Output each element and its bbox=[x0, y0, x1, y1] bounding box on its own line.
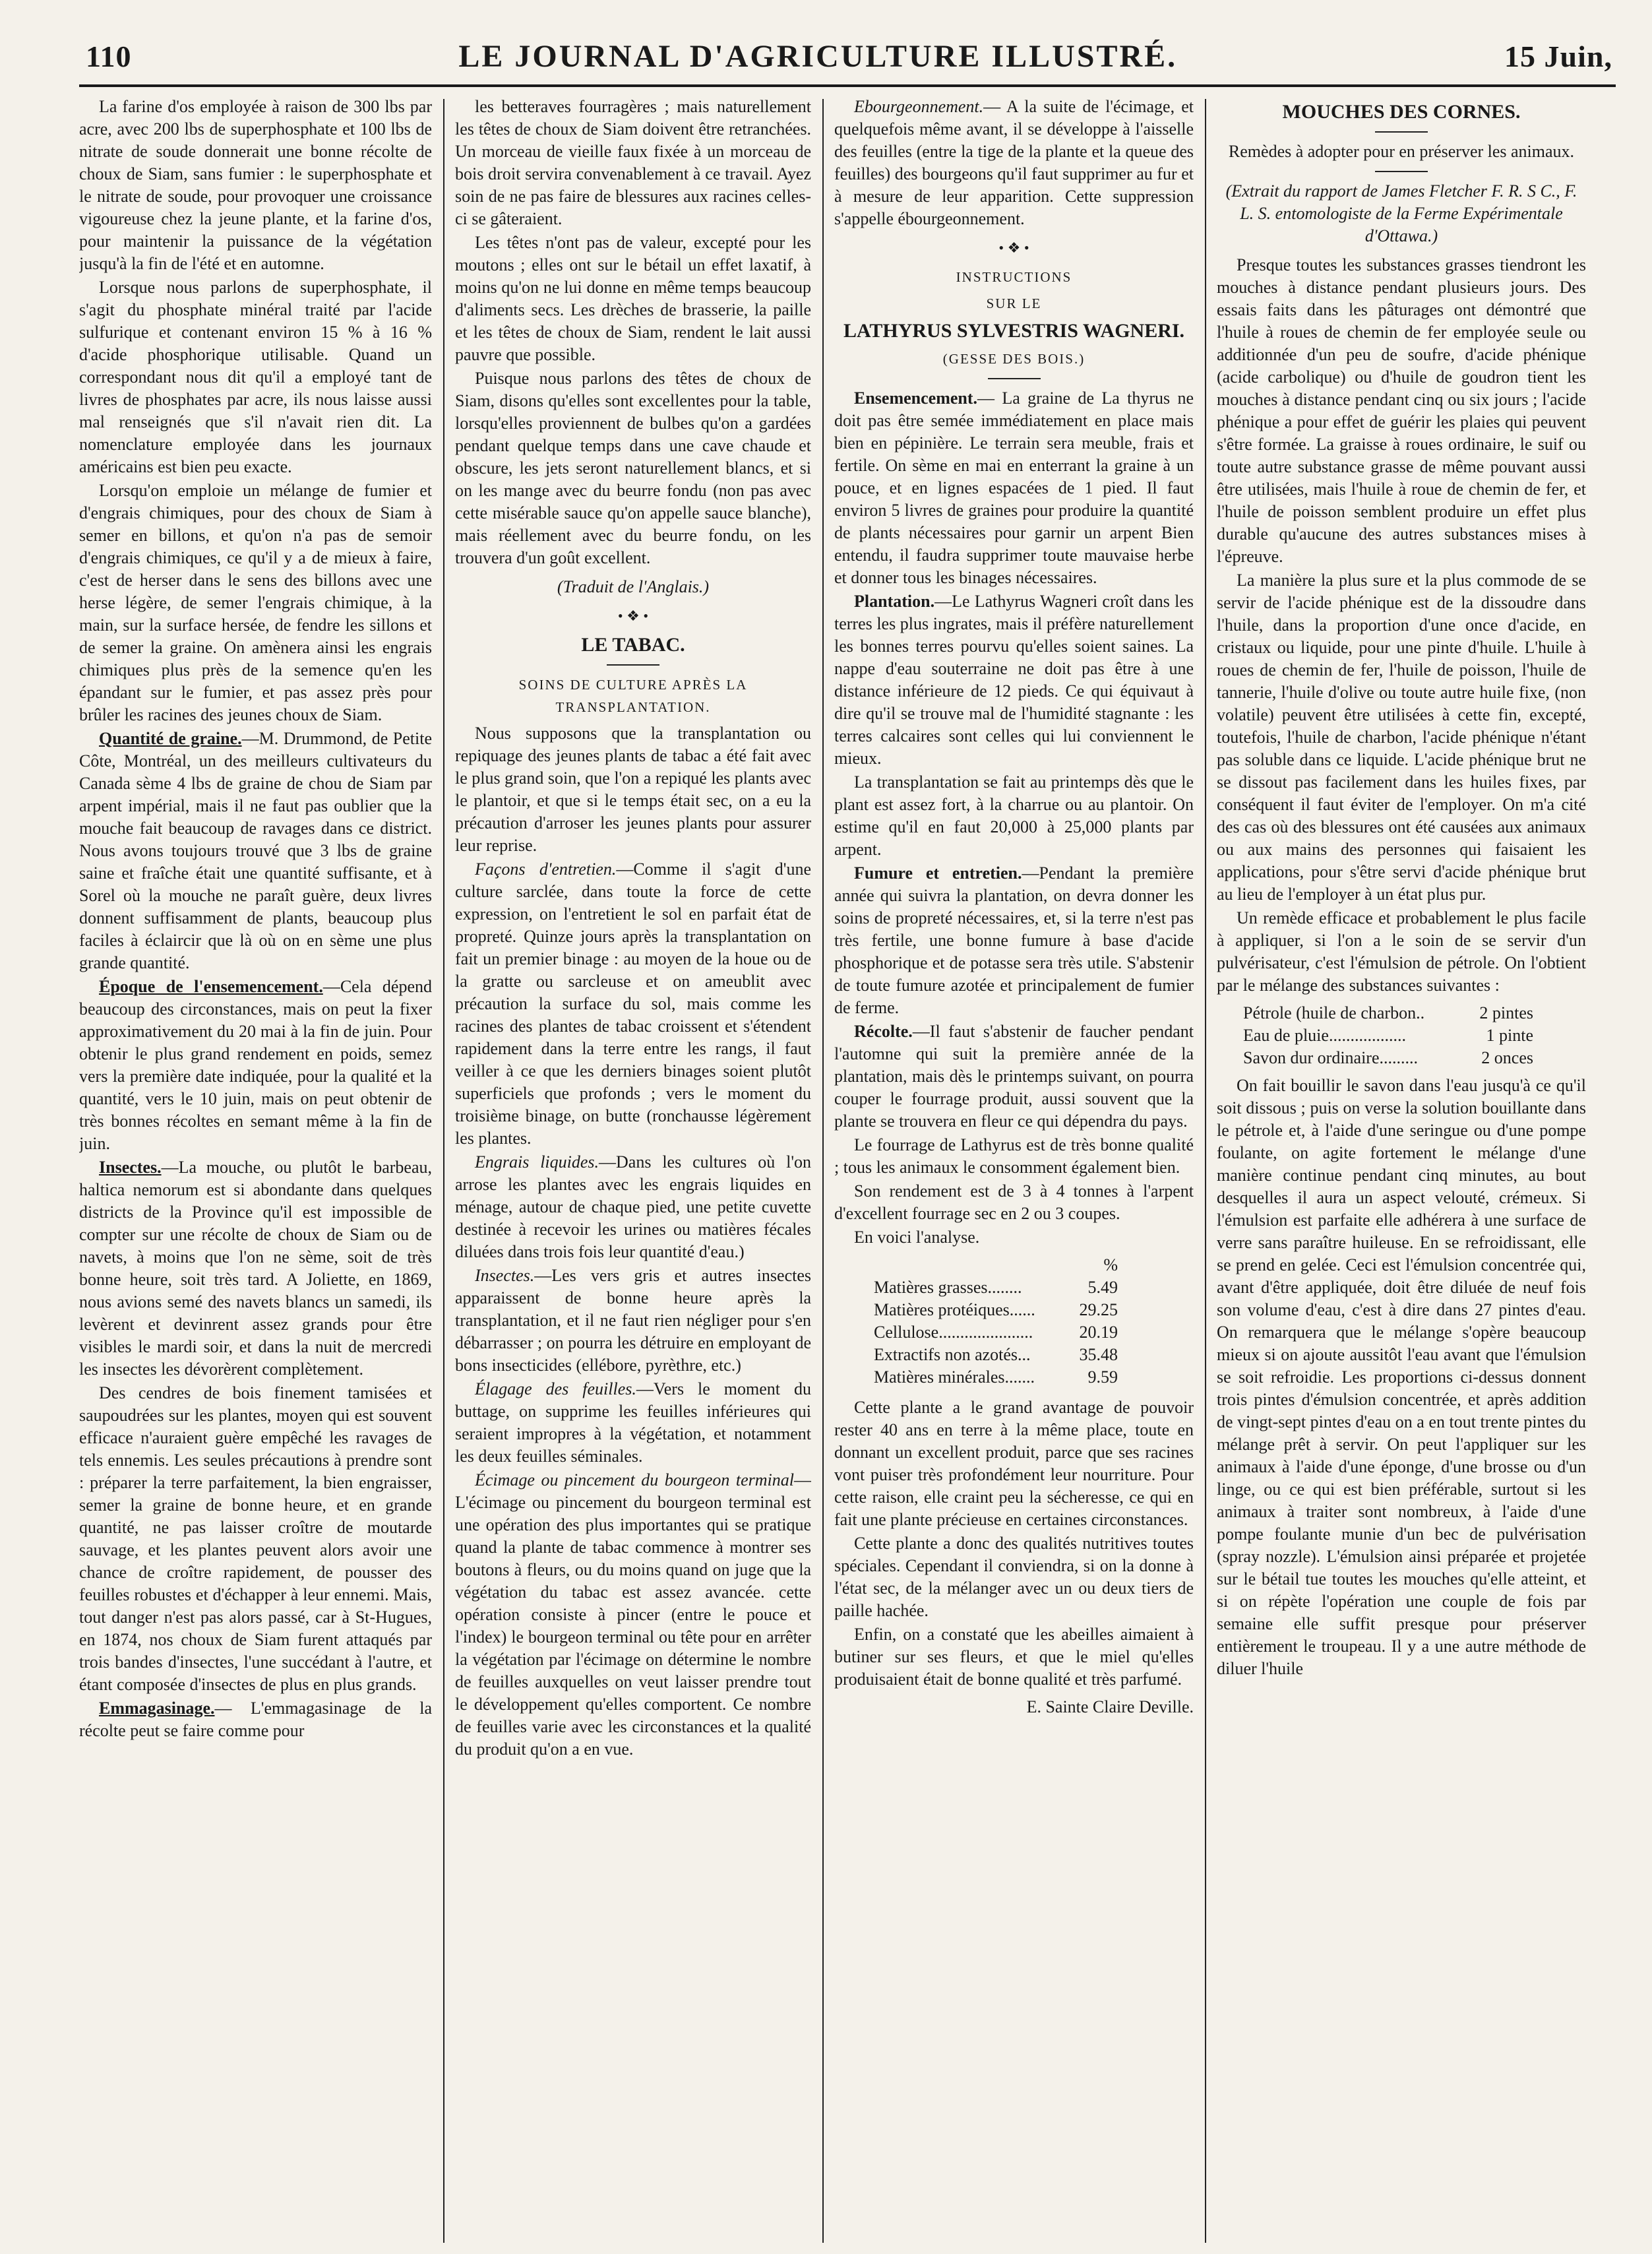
paragraph-body: — La graine de La thyrus ne doit pas être semée immédiatement en place mais bien en pépinière. Le terrain sera meuble, frais et fertile. On sème en mai en enterrant la graine à un pouce, et en lignes espacées de 1 pied. Il faut environ 5 livres de graines pour produire la quantité de plants nécessaires pour garnir un arpent Bien entendu, il faudra supprimer toute mauvaise herbe et donner tous les binages nécessaires. bbox=[834, 389, 1194, 587]
paragraph-lead: Insectes. bbox=[99, 1158, 162, 1177]
paragraph bbox=[455, 1378, 811, 1468]
paragraph-body: —Dans les cultures où l'on arrose les plantes avec les engrais liquides en ménage, autour de chaque pied, une petite cuvette destinée à recevoir les urines ou matières fécales diluées dans trois fois leur quantité d'eau.) bbox=[455, 1152, 811, 1261]
paragraph-lead: Écimage ou pincement du bourgeon terminal bbox=[475, 1470, 794, 1489]
paragraph-body: —Les vers gris et autres insectes apparaissent de bonne heure après la transplantation, et il ne faut rien négliger pour s'en débarrasser ; on pourra les détruire en employant de bons insecticides (ellébore, pyrèthre, etc.) bbox=[455, 1266, 811, 1375]
paragraph-lead: Ebourgeonnement. bbox=[854, 97, 984, 116]
recipe-label: Eau de pluie.................. bbox=[1243, 1026, 1406, 1045]
paragraph: Cette plante a le grand avantage de pouvoir rester 40 ans en terre à la même place, toute en donnant un excellent produit, parce que ses racines vont puiser très profondément leur nourriture. Pour cette raison, elle craint peu la sécheresse, ce qui en fait une plante précieuse en certaines circonstances. bbox=[834, 1398, 1194, 1529]
analysis-row bbox=[874, 1276, 1118, 1299]
paragraph-body: —Cela dépend beaucoup des circonstances, mais on peut la fixer approximativement du 20 mai à la fin de juin. Pour obtenir le plus grand rendement en poids, semez vers la première date indiquée, pour la qualité et la quantité, vers le 10 juin, mais on peut obtenir de très bonnes récoltes en semant même à la fin de juin. bbox=[79, 977, 432, 1153]
paragraph: Son rendement est de 3 à 4 tonnes à l'arpent d'excellent fourrage sec en 2 ou 3 coupes. bbox=[834, 1181, 1194, 1223]
analysis-label: Matières protéiques...... bbox=[874, 1300, 1035, 1319]
paragraph bbox=[79, 976, 432, 1155]
paragraph bbox=[455, 1469, 811, 1761]
recipe-value: 2 pintes bbox=[1479, 1003, 1533, 1022]
paragraph bbox=[79, 1697, 432, 1742]
section-subtitle: (GESSE DES BOIS.) bbox=[942, 351, 1086, 367]
paragraph: Le fourrage de Lathyrus est de très bonne qualité ; tous les animaux le consomment également bien. bbox=[834, 1135, 1194, 1177]
column-3 bbox=[834, 96, 1194, 2239]
paragraph: les betteraves fourragères ; mais naturellement les têtes de choux de Siam doivent être retranchées. Un morceau de vieille faux fixée à un morceau de bois droit servira convenablement à ce travail. Ayez soin de ne pas faire de blessures aux racines celles-ci se gâteraient. bbox=[455, 97, 811, 228]
paragraph bbox=[834, 387, 1194, 589]
source-note: (Extrait du rapport de James Fletcher F. R. S C., F. L. S. entomologiste de la Ferme Expérimentale d'Ottawa.) bbox=[1225, 181, 1577, 245]
paragraph-body: —Vers le moment du buttage, on supprime les feuilles inférieures qui seraient impropres à la végétation, et notamment les deux feuilles séminales. bbox=[455, 1379, 811, 1466]
analysis-value: 20.19 bbox=[1079, 1323, 1118, 1342]
short-rule bbox=[988, 378, 1041, 379]
paragraph: La farine d'os employée à raison de 300 lbs par acre, avec 200 lbs de superphosphate et 100 lbs de nitrate de soude donnerait une bonne récolte de choux de Siam, sans fumier : le superphosphate et le nitrate de soude, pour provoquer une croissance vigoureuse chez la jeune plante, et la farine d'os, pour maintenir la puissance de la végétation jusqu'à la fin de l'été et en automne. bbox=[79, 97, 432, 273]
paragraph: Presque toutes les substances grasses tiendront les mouches à distance pendant plusieurs jours. Des essais faits dans les pâturages ont démontré que l'huile à roues de chemin de fer employée seule ou additionnée d'un peu de soufre, d'acide phénique (acide carbolique) ou d'huile de goudron tient les mouches à distance pendant cinq ou six jours ; l'acide phénique a pour effet de guérir les plaies qui peuvent s'être formée. La graisse à roues ordinaire, le suif ou toute autre substance grasse de même pouvant aussi être utilisées, mais l'huile à roue de chemin de fer, et l'huile de poisson semblent produire un effet plus durable qu'aucune des autres substances mises à l'épreuve. bbox=[1217, 255, 1586, 566]
paragraph-body: —La mouche, ou plutôt le barbeau, haltica nemorum est si abondante dans quelques districts de la Province qu'il est impossible de compter sur une récolte de choux de Siam ou de navets, à moins que l'on ne sème, soit de très bonne heure, soit très tard. A Joliette, en 1869, nous avions semé des navets blancs un samedi, ils levèrent et devinrent assez grands pour être visibles le mardi soir, et dans la nuit de mercredi les insectes les dévorèrent complètement. bbox=[79, 1158, 432, 1379]
analysis-value: 35.48 bbox=[1079, 1345, 1118, 1364]
paragraph: Lorsqu'on emploie un mélange de fumier et d'engrais chimiques, pour des choux de Siam à semer en billons, et qu'on n'a pas de semoir d'engrais chimiques, ce qu'il y a de mieux à faire, c'est de herser dans le sens des billons avec une herse légère, de semer l'engrais chimique, à la main, sur la surface hersée, de fendre les sillons et de semer la graine. On amènera ainsi les engrais chimiques plus près de la semence qu'en les épandant sur le fumier, et pas assez près pour brûler les racines des jeunes choux de Siam. bbox=[79, 481, 432, 724]
recipe-row bbox=[1243, 1002, 1533, 1024]
recipe-label: Pétrole (huile de charbon.. bbox=[1243, 1003, 1425, 1022]
recipe-row bbox=[1243, 1024, 1533, 1047]
analysis-value: 5.49 bbox=[1087, 1278, 1118, 1297]
paragraph-lead: Plantation. bbox=[854, 592, 935, 611]
paragraph: Les têtes n'ont pas de valeur, excepté pour les moutons ; elles ont sur le bétail un effet laxatif, à moins qu'on ne lui donne en même temps beaucoup d'aliments secs. Les drèches de brasserie, la paille et les têtes de choux de Siam, rendent le lait aussi pauvre que possible. bbox=[455, 233, 811, 364]
section-title: MOUCHES DES CORNES. bbox=[1282, 101, 1521, 123]
paragraph: En voici l'analyse. bbox=[854, 1228, 980, 1247]
paragraph bbox=[455, 1151, 811, 1263]
paragraph: Nous supposons que la transplantation ou repiquage des jeunes plants de tabac a été fait avec le plus grand soin, que l'on a repiqué les plants avec le plantoir, et que si le temps était sec, on a eu la précaution d'arroser les jeunes plants pour assurer leur reprise. bbox=[455, 724, 811, 855]
section-kicker: SUR LE bbox=[986, 296, 1042, 311]
section-kicker: INSTRUCTIONS bbox=[956, 269, 1072, 285]
paragraph-lead: Époque de l'ensemencement. bbox=[99, 977, 323, 996]
paragraph-lead: Quantité de graine. bbox=[99, 729, 242, 748]
paragraph bbox=[79, 1156, 432, 1381]
page-header bbox=[86, 33, 1612, 79]
paragraph: Lorsque nous parlons de superphosphate, il s'agit du phosphate minéral traité par l'acide sulfurique et contenant environ 15 % à 16 % d'acide phosphorique utilisable. Quand un correspondant nous dit qu'il a employé tant de livres de phosphates par acre, ils nous laisse aussi mal renseignés que s'il n'avait rien dit. La nomenclature employée dans les journaux américains est bien peu exacte. bbox=[79, 278, 432, 476]
section-ornament: • ❖ • bbox=[998, 239, 1029, 256]
column-2 bbox=[455, 96, 811, 2239]
paragraph bbox=[455, 858, 811, 1150]
paragraph-body: — A la suite de l'écimage, et quelquefois même avant, il se développe à l'aisselle des feuilles (entre la tige de la plante et la queue des feuilles) des bourgeons qu'il faut supprimer au fur et à mesure de leur apparition. Cette suppression s'appelle ébourgeonnement. bbox=[834, 97, 1194, 228]
section-ornament: • ❖ • bbox=[617, 608, 649, 624]
paragraph: Enfin, on a constaté que les abeilles aimaient à butiner sur ses fleurs, et que le miel qu'elles produisaient était de bonne qualité et très parfumé. bbox=[834, 1625, 1194, 1689]
recipe-value: 1 pinte bbox=[1486, 1026, 1533, 1045]
paragraph-lead: Élagage des feuilles. bbox=[475, 1379, 636, 1398]
paragraph-lead: Ensemencement. bbox=[854, 389, 978, 408]
journal-title: LE JOURNAL D'AGRICULTURE ILLUSTRÉ. bbox=[458, 38, 1178, 74]
paragraph-body: —M. Drummond, de Petite Côte, Montréal, un des meilleurs cultivateurs du Canada sème 4 lbs de graine de chou de Siam par arpent impérial, mais il ne faut pas oublier que la mouche fait beaucoup de ravages dans ce district. Nous avons toujours trouvé que 3 lbs de graine saine et fraîche était une quantité suffisante, et à Sorel où la mouche ne paraît guère, deux livres donnent suffisamment de plants, beaucoup plus faciles à éclaircir que là où on en sème une plus grande quantité. bbox=[79, 729, 432, 972]
section-title: LATHYRUS SYLVESTRIS WAGNERI. bbox=[843, 320, 1185, 342]
analysis-row bbox=[874, 1321, 1118, 1344]
analysis-unit: % bbox=[1103, 1255, 1118, 1274]
analysis-value: 9.59 bbox=[1087, 1367, 1118, 1387]
paragraph-body: —Comme il s'agit d'une culture sarclée, dans toute la force de cette expression, on l'entretient le sol en parfait état de propreté. Quinze jours après la transplantation on fait un premier binage : au moyen de la houe ou de la gratte ou sarcleuse et on ameublit avec précaution la surface du sol, mais comme les racines des plantes de tabac croissent et s'étendent rapidement dans la terre entre les rangs, il faut veiller à ce que les derniers binages soient plutôt superficiels que profonds ; vers le moment du troisième binage, on butte (ronchausse légèrement les plantes. bbox=[455, 860, 811, 1148]
recipe-value: 2 onces bbox=[1481, 1048, 1533, 1067]
analysis-label: Matières minérales....... bbox=[874, 1367, 1035, 1387]
recipe-label: Savon dur ordinaire......... bbox=[1243, 1048, 1419, 1067]
paragraph-lead: Fumure et entretien. bbox=[854, 863, 1022, 883]
analysis-label: Matières grasses........ bbox=[874, 1278, 1022, 1297]
paragraph bbox=[834, 862, 1194, 1019]
recipe-list bbox=[1243, 1002, 1586, 1069]
paragraph-body: — L'emmagasinage de la récolte peut se faire comme pour bbox=[79, 1699, 432, 1740]
paragraph: Un remède efficace et probablement le plus facile à appliquer, si l'on a le soin de se servir d'un pulvérisateur, c'est l'émulsion de pétrole. On l'obtient par le mélange des substances suivantes : bbox=[1217, 908, 1586, 995]
short-rule bbox=[1375, 171, 1428, 172]
section-subtitle: Remèdes à adopter pour en préserver les animaux. bbox=[1228, 142, 1575, 161]
page-number: 110 bbox=[86, 39, 132, 73]
paragraph: Des cendres de bois finement tamisées et saupoudrées sur les plantes, moyen qui est souvent efficace n'auraient guère empêché les ravages de tels ennemis. Les seules précautions à prendre sont : préparer la terre parfaitement, la bien engraisser, semer la graine de bonne heure, et en grande quantité, ne pas laisser croître de moutarde sauvage, et les plantes peuvent alors avoir une chance de croître rapidement, de pousser des feuilles robustes et d'échapper à leur ennemi. Mais, tout danger n'est pas alors passé, car à St-Hugues, en 1874, nos choux de Siam furent attaqués par trois bandes d'insectes, l'une succédant à l'autre, et étant composée d'insectes de plus en plus grands. bbox=[79, 1383, 432, 1694]
analysis-value: 29.25 bbox=[1079, 1300, 1118, 1319]
paragraph-body: —Il faut s'abstenir de faucher pendant l'automne qui suit la première année de la plantation, mais dès le printemps suivant, on pourra couper le fourrage produit, aussi souvent que la plante se trouvera en fleur ce qui dépendra du pays. bbox=[834, 1022, 1194, 1131]
paragraph-lead: Emmagasinage. bbox=[99, 1699, 215, 1718]
section-title: LE TABAC. bbox=[581, 634, 685, 656]
author-signature: E. Sainte Claire Deville. bbox=[1026, 1697, 1194, 1716]
paragraph-lead: Insectes. bbox=[475, 1266, 535, 1285]
paragraph: On fait bouillir le savon dans l'eau jusqu'à ce qu'il soit dissous ; puis on verse la solution bouillante dans le pétrole et, à l'aide d'une seringue ou d'une pompe foulante, on agite fortement le mélange d'une manière continue pendant cinq minutes, au bout desquelles il aura un aspect velouté, crémeux. Si l'émulsion est parfaite elle adhérera à une surface de verre sans paraître huileuse. En se refroidissant, elle se prend en gelée. Ceci est l'émulsion concentrée qui, avant d'être appliquée, doit être diluée de neuf fois son volume d'eau, c'est à dire dans 27 pintes d'eau. On remarquera que le mélange s'opère beaucoup mieux si on ajoute aussitôt l'eau avant que l'émulsion se soit refroidie. Les proportions ci-dessus donnent trois pintes d'émulsion concentrée, et après addition de vingt-sept pintes d'eau on a en tout trente pintes du mélange prêt à servir. On peut l'appliquer sur les animaux à l'aide d'une éponge, d'une brosse ou d'un linge, ou ce qui est bien préférable, surtout si les animaux à traiter sont nombreux, à l'aide d'une pompe foulante munie d'un bec de pulvérisation (spray nozzle). L'émulsion ainsi préparée et projetée sur le bétail tue toutes les mouches qu'elle atteint, et si on répète l'opération une couple de fois par semaine elle suffit presque pour préserver entièrement le troupeau. Il y a une autre méthode de diluer l'huile bbox=[1217, 1076, 1586, 1678]
paragraph: Cette plante a donc des qualités nutritives toutes spéciales. Cependant il conviendra, si on la donne à l'état sec, de la mélanger avec un ou deux tiers de paille hachée. bbox=[834, 1534, 1194, 1620]
analysis-row bbox=[874, 1344, 1118, 1366]
translation-note: (Traduit de l'Anglais.) bbox=[557, 577, 710, 596]
paragraph bbox=[455, 1265, 811, 1377]
analysis-label: Extractifs non azotés... bbox=[874, 1345, 1031, 1364]
paragraph bbox=[834, 1020, 1194, 1133]
paragraph-body: —L'écimage ou pincement du bourgeon terminal est une opération des plus importantes qui se pratique quand la plante de tabac commence à montrer ses boutons à fleurs, ou du moins quand on juge que la végétation du tabac est assez avancée. cette opération consiste à pincer (entre le pouce et l'index) le bourgeon terminal ou tête pour en arrêter la végétation par l'écimage on détermine le nombre de feuilles auxquelles on veut laisser prendre tout le développement qu'elles comportent. Ce nombre de feuilles varie avec les circonstances et la qualité du produit qu'on a en vue. bbox=[455, 1470, 811, 1759]
paragraph: La transplantation se fait au printemps dès que le plant est assez fort, à la charrue ou au plantoir. On estime qu'il en faut 20,000 à 25,000 plants par arpent. bbox=[834, 772, 1194, 859]
columns bbox=[79, 96, 1616, 2239]
analysis-row bbox=[874, 1299, 1118, 1321]
paragraph bbox=[834, 96, 1194, 230]
issue-date: 15 Juin, bbox=[1504, 39, 1612, 73]
paragraph-lead: Récolte. bbox=[854, 1022, 913, 1041]
paragraph-body: —Le Lathyrus Wagneri croît dans les terres les plus ingrates, mais il préfère naturellement les bonnes terres pourvu qu'elles soient saines. La nappe d'eau souterraine ne doit pas être à une distance inférieure de 12 pieds. Ce qui équivaut à dire qu'il se trouve mal de l'humidité stagnante : les terres calcaires sont celles qui lui conviennent le mieux. bbox=[834, 592, 1194, 768]
column-1 bbox=[79, 96, 432, 2239]
short-rule bbox=[1375, 131, 1428, 133]
paragraph-lead: Façons d'entretien. bbox=[475, 860, 617, 879]
section-subtitle: SOINS DE CULTURE APRÈS LA TRANSPLANTATION. bbox=[518, 677, 748, 715]
recipe-row bbox=[1243, 1047, 1533, 1069]
paragraph: Puisque nous parlons des têtes de choux de Siam, disons qu'elles sont excellentes pour la table, lorsqu'elles proviennent de bulbes qu'on a gardées pendant quelque temps dans une cave chaude et obscure, les jets seront naturellement blancs, et si on les mange avec du beurre fondu (non pas avec cette misérable sauce qu'on appelle sauce blanche), mais réellement avec du beurre fondu, on les trouvera d'un goût excellent. bbox=[455, 369, 811, 567]
paragraph bbox=[834, 590, 1194, 770]
analysis-row bbox=[874, 1366, 1118, 1389]
analysis-table bbox=[874, 1254, 1194, 1389]
paragraph-lead: Engrais liquides. bbox=[475, 1152, 599, 1172]
analysis-label: Cellulose...................... bbox=[874, 1323, 1033, 1342]
paragraph-body: —Pendant la première année qui suivra la plantation, on devra donner les soins de propreté nécessaires, et, si la terre n'est pas très fertile, une bonne fumure à base d'acide phosphorique et de potasse sera très utile. S'abstenir de toute fumure azotée et principalement de fumier de ferme. bbox=[834, 863, 1194, 1017]
header-rule bbox=[79, 84, 1616, 87]
short-rule bbox=[607, 664, 659, 666]
paragraph bbox=[79, 728, 432, 974]
paragraph: La manière la plus sure et la plus commode de se servir de l'acide phénique est de la dissoudre dans l'huile, dans la proportion d'une once d'acide, en cristaux ou liquide, pour une pinte d'huile. L'huile à roues de chemin de fer, l'huile de poisson, l'huile de tannerie, l'huile d'olive ou toute autre huile fixe, (non volatile) peuvent être utilisées à cette fin, excepté, toutefois, l'huile de charbon, l'acide phénique n'étant pas soluble dans ce liquide. L'acide phénique brut ne se dissout pas facilement dans les huiles fixes, par conséquent il faut éviter de l'employer. On m'a cité des cas où des blessures ont été causées aux animaux ou aux mains des personnes qui faisaient les applications, pour s'être servi d'acide phénique brut au lieu de l'employer à un état plus pur. bbox=[1217, 571, 1586, 904]
column-4 bbox=[1217, 96, 1586, 2239]
